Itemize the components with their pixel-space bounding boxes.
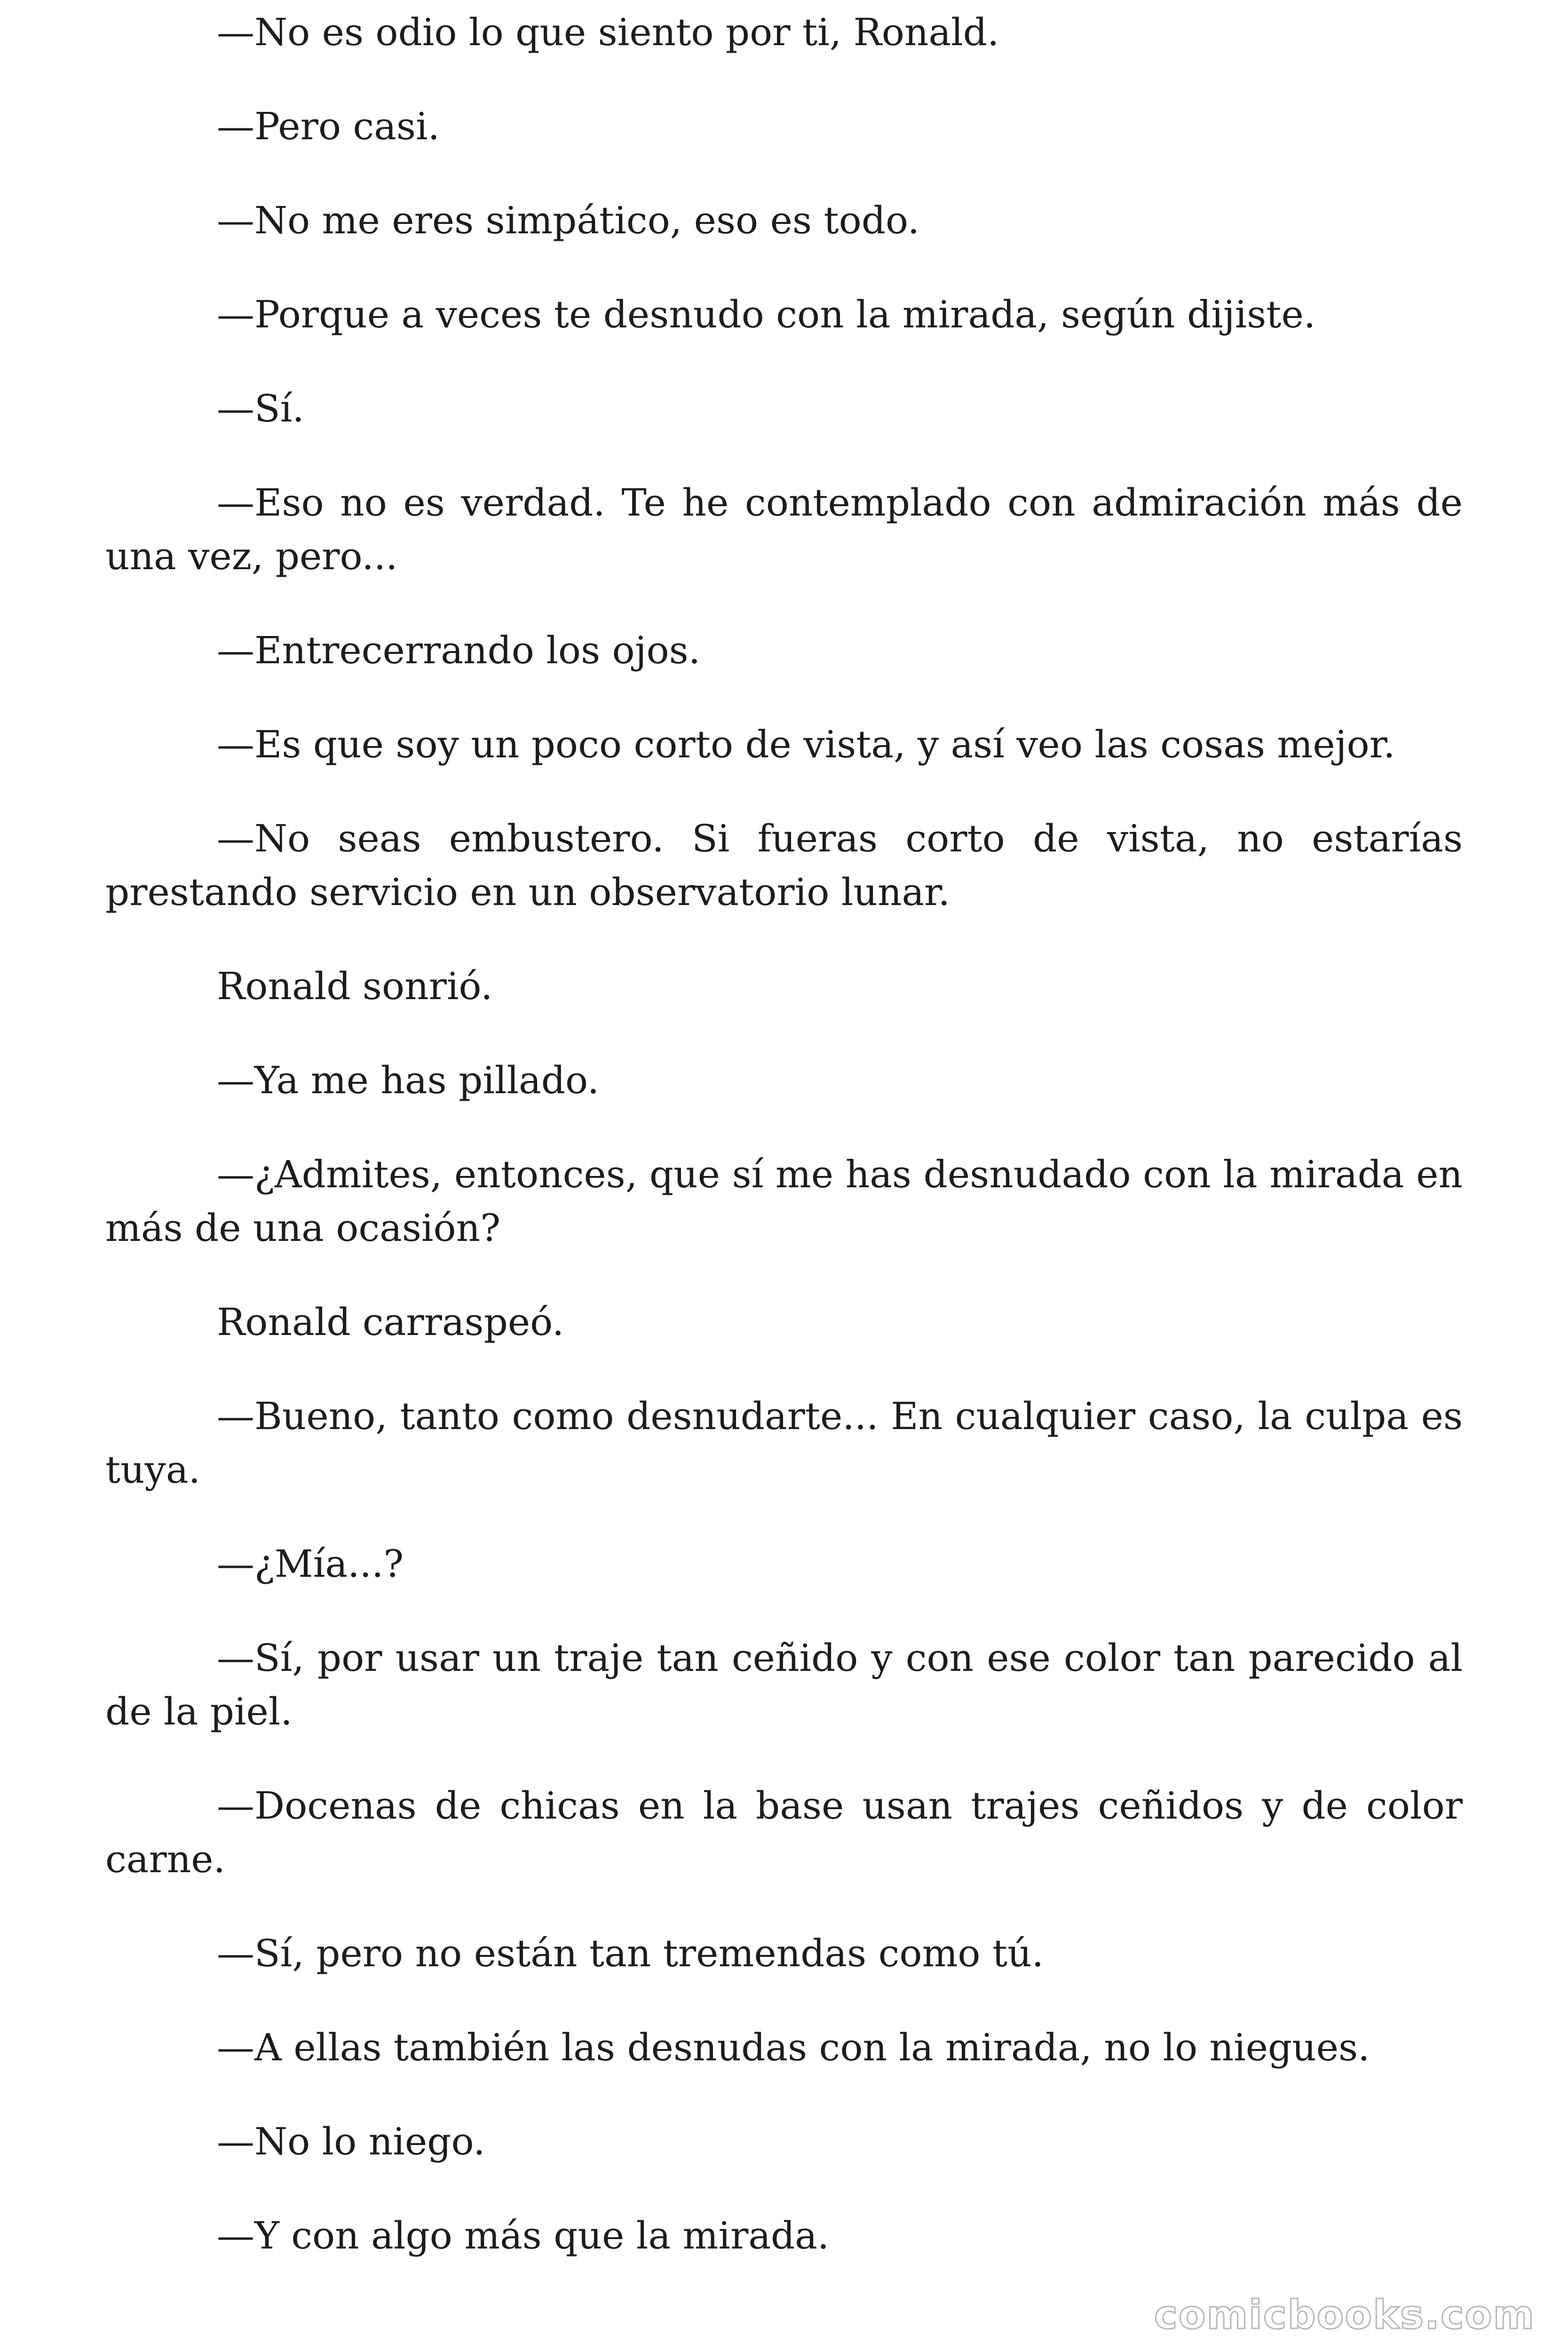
paragraph: —Entrecerrando los ojos. <box>217 628 701 672</box>
paragraph: —Pero casi. <box>217 104 440 148</box>
paragraph: —¿Admites, entonces, que sí me has desnudado con la mirada en más de una ocasión? <box>105 1152 1463 1250</box>
paragraph: —Eso no es verdad. Te he contemplado con admiración más de una vez, pero... <box>105 481 1463 578</box>
paragraph: —No me eres simpático, eso es todo. <box>217 199 920 242</box>
text-body <box>105 6 1463 2303</box>
paragraph: —No seas embustero. Si fueras corto de vista, no estarías prestando servicio en un observatorio lunar. <box>105 817 1463 914</box>
paragraph: —Sí. <box>217 387 304 430</box>
paragraph: —No es odio lo que siento por ti, Ronald. <box>217 10 999 54</box>
paragraph: —Bueno, tanto como desnudarte... En cualquier caso, la culpa es tuya. <box>105 1394 1463 1492</box>
paragraph: —No lo niego. <box>217 2120 485 2163</box>
paragraph: —Porque a veces te desnudo con la mirada, según dijiste. <box>217 293 1316 336</box>
paragraph: —Docenas de chicas en la base usan trajes ceñidos y de color carne. <box>105 1784 1463 1881</box>
paragraph: —Y con algo más que la mirada. <box>217 2214 830 2257</box>
paragraph: —Sí, pero no están tan tremendas como tú. <box>217 1931 1044 1975</box>
paragraph: Ronald sonrió. <box>217 964 493 1008</box>
paragraph: Ronald carraspeó. <box>217 1300 564 1344</box>
paragraph: —A ellas también las desnudas con la mirada, no lo niegues. <box>217 2026 1370 2069</box>
paragraph: —¿Mía...? <box>217 1542 404 1586</box>
paragraph: —Sí, por usar un traje tan ceñido y con ese color tan parecido al de la piel. <box>105 1636 1463 1733</box>
paragraph: —Ya me has pillado. <box>217 1058 600 1102</box>
paragraph: —Es que soy un poco corto de vista, y así veo las cosas mejor. <box>217 723 1395 766</box>
watermark: comicbooks.com <box>1154 2292 1535 2338</box>
